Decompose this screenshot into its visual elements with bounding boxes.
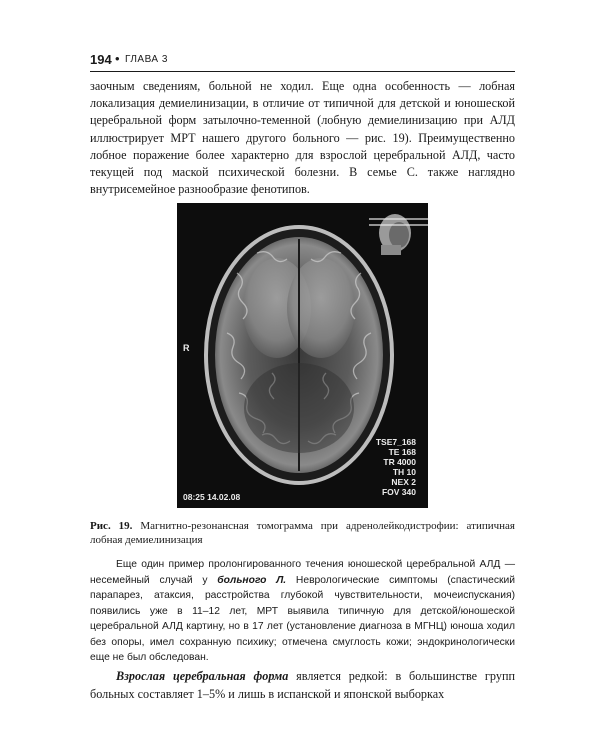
page-number: 194 [90,52,112,67]
mri-figure [177,203,428,508]
header-bullet: • [115,51,120,66]
param-sequence: TSE7_168 [375,437,416,447]
body-paragraph-1: заочным сведениям, больной не ходил. Еще одна особенность — лобная локализация демиелинизации, в отличие от типичной для детской и юношеской церебральной форм затылочно-теменной (лобную демиелинизацию при АЛД иллюстрирует МРТ нашего другого больного — рис. 19). Преимущественно лобное поражение более характерно для взрослой церебральной АЛД, часто текущей под маской психической болезни. В семье С. также наглядно внутрисемейное разнообразие фенотипов. [90,79,515,197]
param-tr: TR 4000 [383,457,416,467]
para2-after: Неврологические симптомы (спастический парапарез, атаксия, расстройства глубокой чувствительности, мочеиспускания) появились уже в 11–12 лет, МРТ выявила типичную для детской/юношеской церебральной АЛД картину, но в 17 лет (установление диагноза в МГНЦ) юноша ходил без опоры, имел сохранную психику; отмечена смуглость кожи; эндокринологически еще не был обследован. [90,574,515,663]
frontal-lesion-right [287,258,355,358]
adult-form-term: Взрослая церебральная форма [116,669,289,683]
body-paragraph-2 [90,557,515,666]
param-fov: FOV 340 [381,487,416,497]
scan-parameters [376,437,416,497]
chapter-title: ГЛАВА 3 [125,54,168,65]
running-header [90,50,515,72]
figure-caption [90,519,515,547]
param-nex: NEX 2 [391,477,416,487]
side-marker: R [183,343,190,353]
param-te: TE 168 [388,447,416,457]
para3-after: является редкой: в большинстве групп больных составляет 1–5% и лишь в испанской и японской выборках [90,669,515,701]
caption-text: Магнитно-резонансная томограмма при адренолейкодистрофии: атипичная лобная демиелинизация [90,520,515,546]
param-th: TH 10 [392,467,416,477]
caption-label: Рис. 19. [90,520,133,532]
patient-name: больного Л. [217,574,287,586]
posterior-region [244,363,354,453]
body-paragraph-3 [90,668,515,703]
para2-before: Еще один пример пролонгированного течения юношеской церебральной АЛД — несемейный случай у [90,559,515,586]
localizer-thumbnail [379,214,411,255]
scan-datetime: 08:25 14.02.08 [183,492,241,502]
